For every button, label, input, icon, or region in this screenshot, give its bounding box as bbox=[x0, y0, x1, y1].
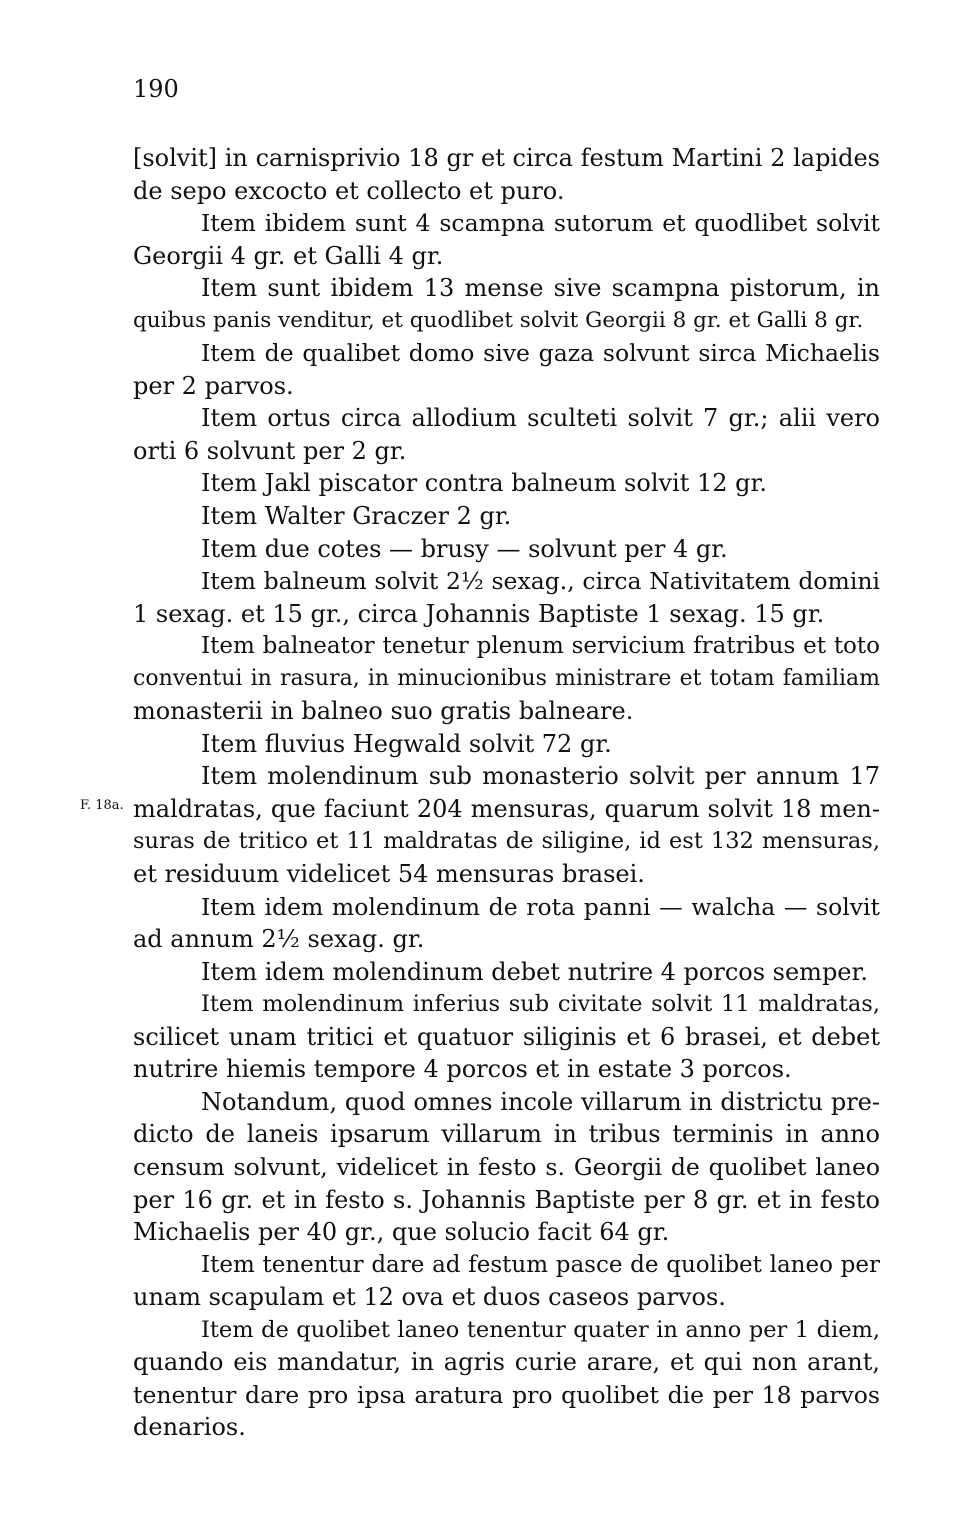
text-line: 1 sexag. et 15 gr., circa Johannis Baptiste 1 sexag. 15 gr. bbox=[133, 599, 825, 628]
text-line: censum solvunt, videlicet in festo s. Georgii de quolibet laneo bbox=[133, 1152, 880, 1181]
text-line: Item ibidem sunt 4 scampna sutorum et quodlibet solvit bbox=[201, 209, 880, 238]
text-line: Notandum, quod omnes incole villarum in districtu pre- bbox=[201, 1087, 880, 1116]
text-line: Item ortus circa allodium sculteti solvit 7 gr.; alii vero bbox=[201, 404, 880, 433]
text-line: suras de tritico et 11 maldratas de siligine, id est 132 mensuras, bbox=[133, 828, 880, 855]
text-line: conventui in rasura, in minucionibus ministrare et totam familiam bbox=[133, 665, 880, 691]
text-line: Item balneator tenetur plenum servicium fratribus et toto bbox=[201, 633, 880, 660]
text-line: Item de quolibet laneo tenentur quater in anno per 1 diem, bbox=[201, 1316, 880, 1343]
margin-folio-note: F. 18a. bbox=[80, 798, 124, 813]
text-line: ad annum 2½ sexag. gr. bbox=[133, 925, 425, 954]
text-line: maldratas, que faciunt 204 mensuras, quarum solvit 18 men- bbox=[133, 794, 880, 823]
text-line: de sepo excocto et collecto et puro. bbox=[133, 176, 565, 205]
text-line: nutrire hiemis tempore 4 porcos et in estate 3 porcos. bbox=[133, 1055, 792, 1084]
text-line: et residuum videlicet 54 mensuras brasei. bbox=[133, 860, 645, 889]
text-line: Item molendinum inferius sub civitate solvit 11 maldratas, bbox=[201, 991, 880, 1018]
text-line: denarios. bbox=[133, 1413, 246, 1442]
text-line: orti 6 solvunt per 2 gr. bbox=[133, 436, 407, 465]
text-line: [solvit] in carnisprivio 18 gr et circa festum Martini 2 lapides bbox=[133, 144, 880, 172]
text-line: Item sunt ibidem 13 mense sive scampna pistorum, in bbox=[201, 274, 880, 303]
text-line: per 16 gr. et in festo s. Johannis Baptiste per 8 gr. et in festo bbox=[133, 1185, 880, 1214]
text-line: quibus panis venditur, et quodlibet solvit Georgii 8 gr. et Galli 8 gr. bbox=[133, 307, 864, 333]
body-text bbox=[133, 142, 880, 1444]
text-line: Item molendinum sub monasterio solvit per annum 17 bbox=[201, 762, 880, 791]
text-line: Item Jakl piscator contra balneum solvit 12 gr. bbox=[201, 469, 767, 498]
text-line: monasterii in balneo suo gratis balneare. bbox=[133, 697, 634, 726]
text-line: Item de qualibet domo sive gaza solvunt sirca Michaelis bbox=[201, 339, 880, 368]
text-line: Item due cotes — brusy — solvunt per 4 gr. bbox=[201, 534, 728, 563]
text-line: dicto de laneis ipsarum villarum in tribus terminis in anno bbox=[133, 1120, 880, 1149]
text-line: Georgii 4 gr. et Galli 4 gr. bbox=[133, 241, 444, 270]
text-line: Item tenentur dare ad festum pasce de quolibet laneo per bbox=[201, 1251, 880, 1278]
text-line: Item idem molendinum debet nutrire 4 porcos semper. bbox=[201, 957, 868, 986]
text-line: tenentur dare pro ipsa aratura pro quolibet die per 18 parvos bbox=[133, 1380, 880, 1409]
text-line: Michaelis per 40 gr., que solucio facit 64 gr. bbox=[133, 1218, 670, 1247]
text-line: per 2 parvos. bbox=[133, 371, 294, 400]
text-line: Item Walter Graczer 2 gr. bbox=[201, 502, 512, 531]
text-line: Item balneum solvit 2½ sexag., circa Nativitatem domini bbox=[201, 567, 880, 596]
text-line: Item idem molendinum de rota panni — walcha — solvit bbox=[201, 892, 880, 921]
text-line: scilicet unam tritici et quatuor siliginis et 6 brasei, et debet bbox=[133, 1022, 880, 1051]
page-number: 190 bbox=[133, 75, 179, 103]
text-line: quando eis mandatur, in agris curie arare, et qui non arant, bbox=[133, 1348, 880, 1377]
text-line: unam scapulam et 12 ova et duos caseos parvos. bbox=[133, 1283, 726, 1312]
text-line: Item fluvius Hegwald solvit 72 gr. bbox=[201, 729, 612, 758]
